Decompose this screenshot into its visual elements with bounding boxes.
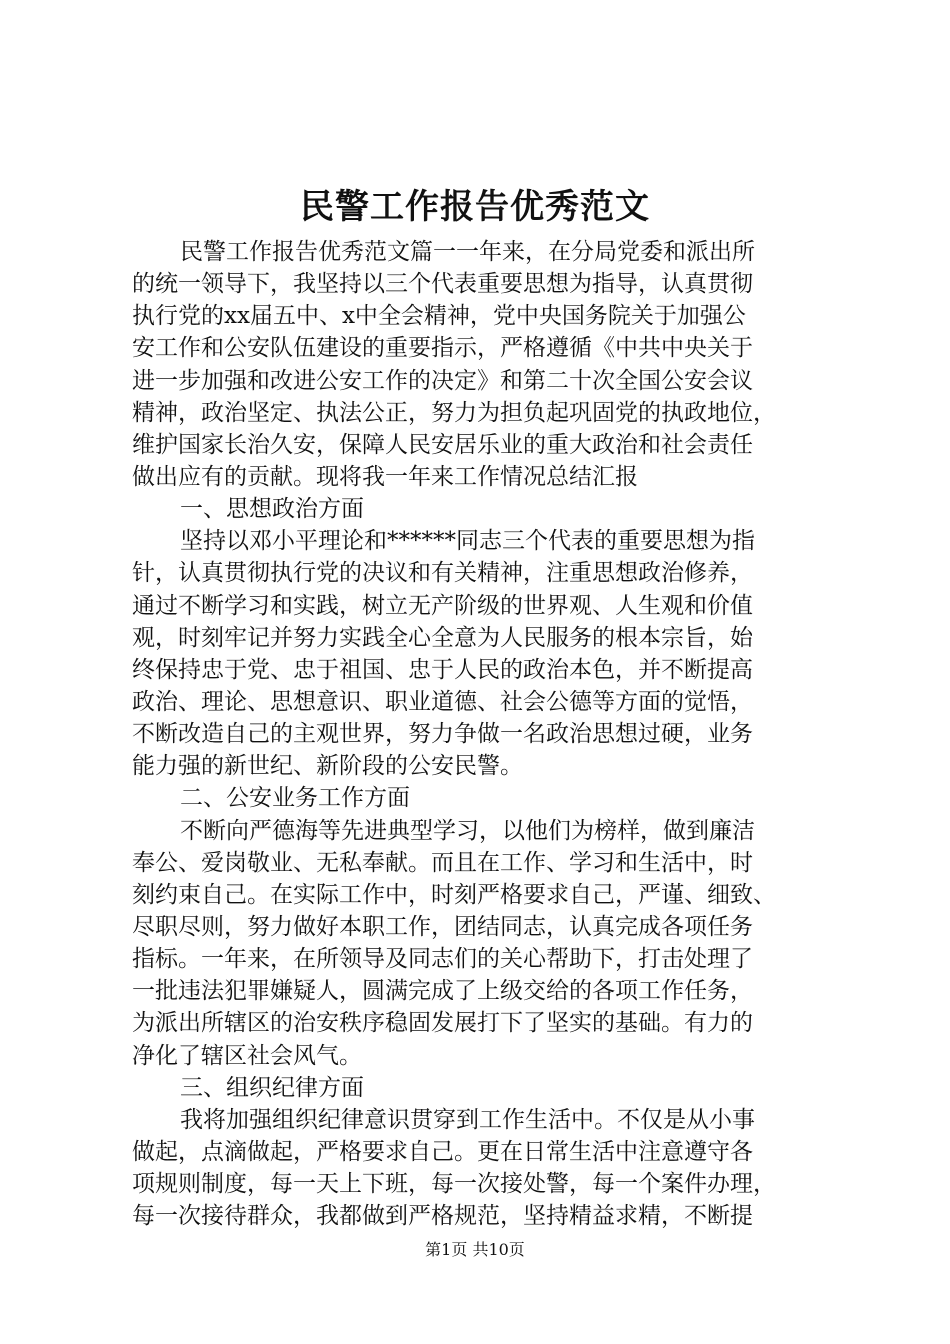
text-line: 一批违法犯罪嫌疑人，圆满完成了上级交给的各项工作任务， [132, 978, 753, 1005]
text-line: 观，时刻牢记并努力实践全心全意为人民服务的根本宗旨，始 [132, 624, 753, 651]
text-line: 的统一领导下，我坚持以三个代表重要思想为指导，认真贯彻 [132, 271, 753, 298]
text-line: 刻约束自己。在实际工作中，时刻严格要求自己，严谨、细致、 [132, 881, 776, 908]
text-line: 每一次接待群众，我都做到严格规范，坚持精益求精，不断提 [132, 1203, 753, 1230]
text-line: 不断改造自己的主观世界，努力争做一名政治思想过硬，业务 [132, 721, 753, 748]
text-line: 尽职尽则，努力做好本职工作，团结同志，认真完成各项任务 [132, 913, 753, 940]
text-line: 终保持忠于党、忠于祖国、忠于人民的政治本色，并不断提高 [132, 656, 753, 683]
text-line: 项规则制度，每一天上下班，每一次接处警，每一个案件办理， [132, 1171, 776, 1198]
text-line: 维护国家长治久安，保障人民安居乐业的重大政治和社会责任 [132, 431, 753, 458]
document-body [132, 236, 832, 1232]
text-line: 不断向严德海等先进典型学习，以他们为榜样，做到廉洁 [180, 817, 755, 844]
text-line: 指标。一年来，在所领导及同志们的关心帮助下，打击处理了 [132, 946, 753, 973]
text-line: 执行党的xx届五中、x中全会精神，党中央国务院关于加强公 [132, 303, 746, 330]
text-line: 进一步加强和改进公安工作的决定》和第二十次全国公安会议 [132, 367, 753, 394]
text-line: 我将加强组织纪律意识贯穿到工作生活中。不仅是从小事 [180, 1106, 755, 1133]
page-indicator: 第1页 共10页 [425, 1240, 525, 1259]
text-line: 一、思想政治方面 [180, 496, 364, 523]
text-line: 通过不断学习和实践，树立无产阶级的世界观、人生观和价值 [132, 592, 753, 619]
text-line: 净化了辖区社会风气。 [132, 1042, 362, 1069]
document-title: 民警工作报告优秀范文 [300, 187, 650, 227]
text-line: 精神，政治坚定、执法公正，努力为担负起巩固党的执政地位， [132, 399, 776, 426]
text-line: 能力强的新世纪、新阶段的公安民警。 [132, 753, 523, 780]
text-line: 做起，点滴做起，严格要求自己。更在日常生活中注意遵守各 [132, 1138, 753, 1165]
text-line: 奉公、爱岗敬业、无私奉献。而且在工作、学习和生活中，时 [132, 849, 753, 876]
text-line: 为派出所辖区的治安秩序稳固发展打下了坚实的基础。有力的 [132, 1010, 753, 1037]
text-line: 做出应有的贡献。现将我一年来工作情况总结汇报 [132, 463, 638, 490]
text-line: 三、组织纪律方面 [180, 1074, 364, 1101]
text-line: 政治、理论、思想意识、职业道德、社会公德等方面的觉悟， [132, 688, 753, 715]
text-line: 安工作和公安队伍建设的重要指示，严格遵循《中共中央关于 [132, 335, 753, 362]
text-line: 民警工作报告优秀范文篇一一年来，在分局党委和派出所 [180, 239, 755, 265]
text-line: 二、公安业务工作方面 [180, 785, 410, 812]
text-line: 坚持以邓小平理论和******同志三个代表的重要思想为指 [180, 528, 755, 555]
text-line: 针，认真贯彻执行党的决议和有关精神，注重思想政治修养， [132, 560, 753, 587]
